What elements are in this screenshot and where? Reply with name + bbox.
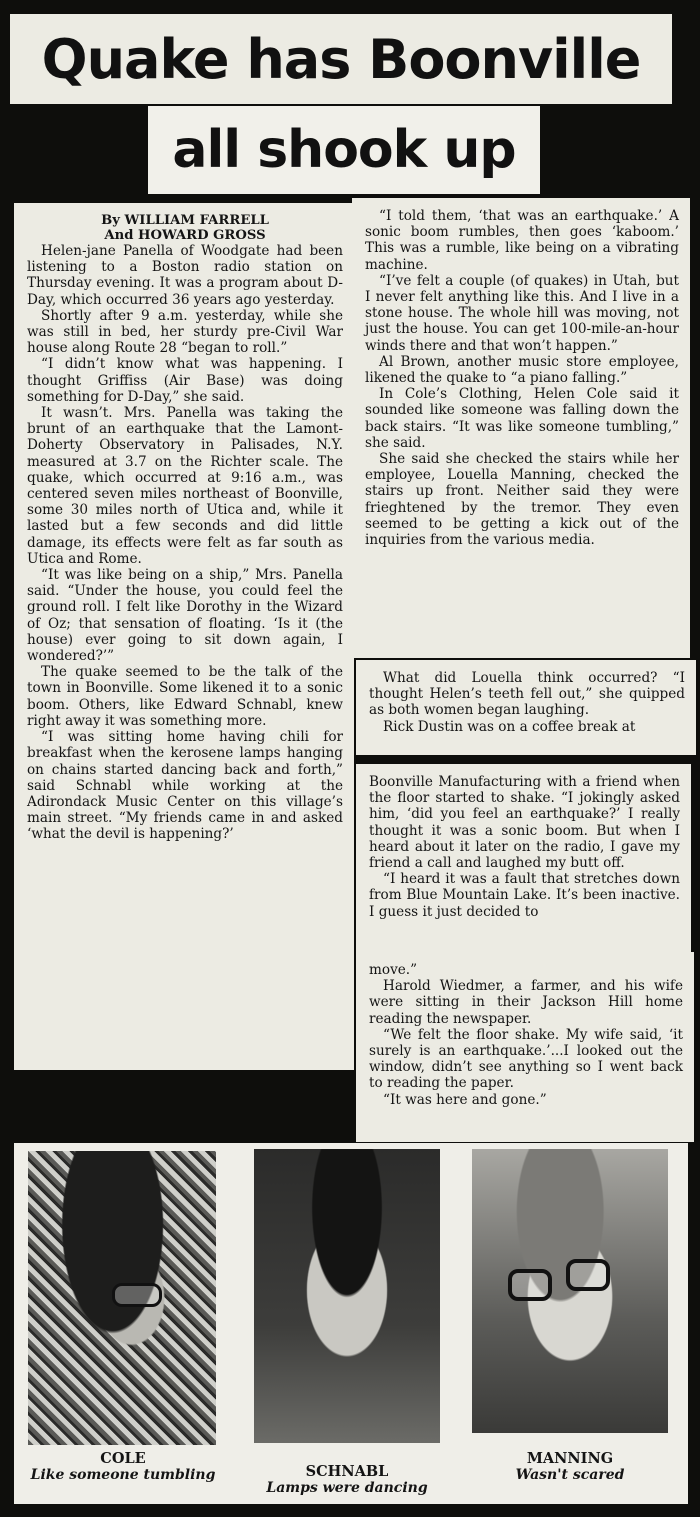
article-column-2 <box>352 198 690 658</box>
article-column-5 <box>356 952 694 1142</box>
article-column-3 <box>356 660 696 755</box>
caption-quote: Wasn't scared <box>515 1467 625 1483</box>
caption-quote: Lamps were dancing <box>266 1480 428 1496</box>
paragraph: “I didn’t know what was happening. I thought Griffiss (Air Base) was doing something for D-Day,” she said. <box>27 356 343 405</box>
photo-caption-schnabl <box>254 1463 440 1497</box>
caption-name: COLE <box>100 1450 146 1467</box>
paragraph: move.” <box>369 962 418 978</box>
caption-name: SCHNABL <box>305 1463 389 1480</box>
caption-quote: Like someone tumbling <box>30 1467 216 1483</box>
byline <box>27 213 343 243</box>
paragraph: “It was here and gone.” <box>383 1091 547 1108</box>
photo-caption-cole <box>28 1450 218 1484</box>
glasses-icon <box>566 1259 610 1291</box>
headline-line-1: Quake has Boonville <box>10 14 672 104</box>
paragraph: Boonville Manufacturing with a friend when the floor started to shake. “I jokingly asked him, ‘did you feel an earthquake?’ I really thought it was a sonic boom. But when I heard about it later on the radio, I gave my friend a call and laughed my butt off. <box>369 774 680 872</box>
glasses-icon <box>112 1283 162 1307</box>
paragraph: “I told them, ‘that was an earthquake.’ A sonic boom rumbles, then goes ‘kaboom.’ This was a rumble, like being on a vibrating machine. <box>365 208 679 273</box>
paragraph: “I was sitting home having chili for breakfast when the kerosene lamps hanging on chains started dancing back and forth,” said Schnabl while working at the Adirondack Music Center on this village’s main street. “My friends came in and asked ‘what the devil is happening?’ <box>27 729 343 843</box>
paragraph: What did Louella think occurred? “I thought Helen’s teeth fell out,” she quipped as both women began laughing. <box>369 670 685 719</box>
byline-author-2: And HOWARD GROSS <box>104 228 266 243</box>
article-column-4 <box>356 764 691 952</box>
headline-line-2: all shook up <box>148 106 540 194</box>
article-column-1 <box>14 203 354 1070</box>
photo-caption-manning <box>472 1450 668 1484</box>
paragraph: “I heard it was a fault that stretches down from Blue Mountain Lake. It’s been inactive. I guess it just decided to <box>369 871 680 920</box>
glasses-icon <box>508 1269 552 1301</box>
paragraph: In Cole’s Clothing, Helen Cole said it sounded like someone was falling down the back stairs. “It was like someone tumbling,” she said. <box>365 386 679 451</box>
photo-schnabl <box>254 1149 440 1443</box>
caption-name: MANNING <box>526 1450 614 1467</box>
paragraph: It wasn’t. Mrs. Panella was taking the brunt of an earthquake that the Lamont-Doherty Observatory in Palisades, N.Y. measured at 3.7 on the Richter scale. The quake, which occurred at 9:16 a.m., was centered seven miles northeast of Boonville, some 30 miles north of Utica and, while it lasted but a few seconds and did little damage, its effects were felt as far south as Utica and Rome. <box>27 405 343 567</box>
photo-manning <box>472 1149 668 1433</box>
photo-cole <box>28 1151 216 1445</box>
paragraph: “I’ve felt a couple (of quakes) in Utah, but I never felt anything like this. And I live in a stone house. The whole hill was moving, not just the house. You can get 100-mile-an-hour winds there and that won’t happen.” <box>365 272 679 354</box>
paragraph: “It was like being on a ship,” Mrs. Panella said. “Under the house, you could feel the ground roll. I felt like Dorothy in the Wizard of Oz; that sensation of floating. ‘Is it (the house) ever going to sit down again, I wondered?’” <box>27 567 343 665</box>
paragraph: Harold Wiedmer, a farmer, and his wife were sitting in their Jackson Hill home reading the newspaper. <box>369 978 683 1027</box>
paragraph: Shortly after 9 a.m. yesterday, while she was still in bed, her sturdy pre-Civil War house along Route 28 “began to roll.” <box>27 307 343 357</box>
paragraph: The quake seemed to be the talk of the town in Boonville. Some likened it to a sonic boom. Others, like Edward Schnabl, knew right away it was something more. <box>27 664 343 729</box>
paragraph: “We felt the floor shake. My wife said, ‘it surely is an earthquake.’...I looked out the window, didn’t see anything so I went back to reading the paper. <box>369 1026 683 1092</box>
paragraph: Al Brown, another music store employee, likened the quake to “a piano falling.” <box>365 353 679 387</box>
photo-strip <box>14 1143 688 1504</box>
byline-author-1: By WILLIAM FARRELL <box>101 213 269 228</box>
paragraph: Rick Dustin was on a coffee break at <box>383 718 636 735</box>
paragraph: She said she checked the stairs while her employee, Louella Manning, checked the stairs up front. Neither said they were frieghtened by the tremor. They even seemed to be getting a kick out of the inquiries from the various media. <box>365 451 679 549</box>
paragraph: Helen-jane Panella of Woodgate had been listening to a Boston radio station on Thursday evening. It was a program about D-Day, which occurred 36 years ago yesterday. <box>27 243 343 308</box>
